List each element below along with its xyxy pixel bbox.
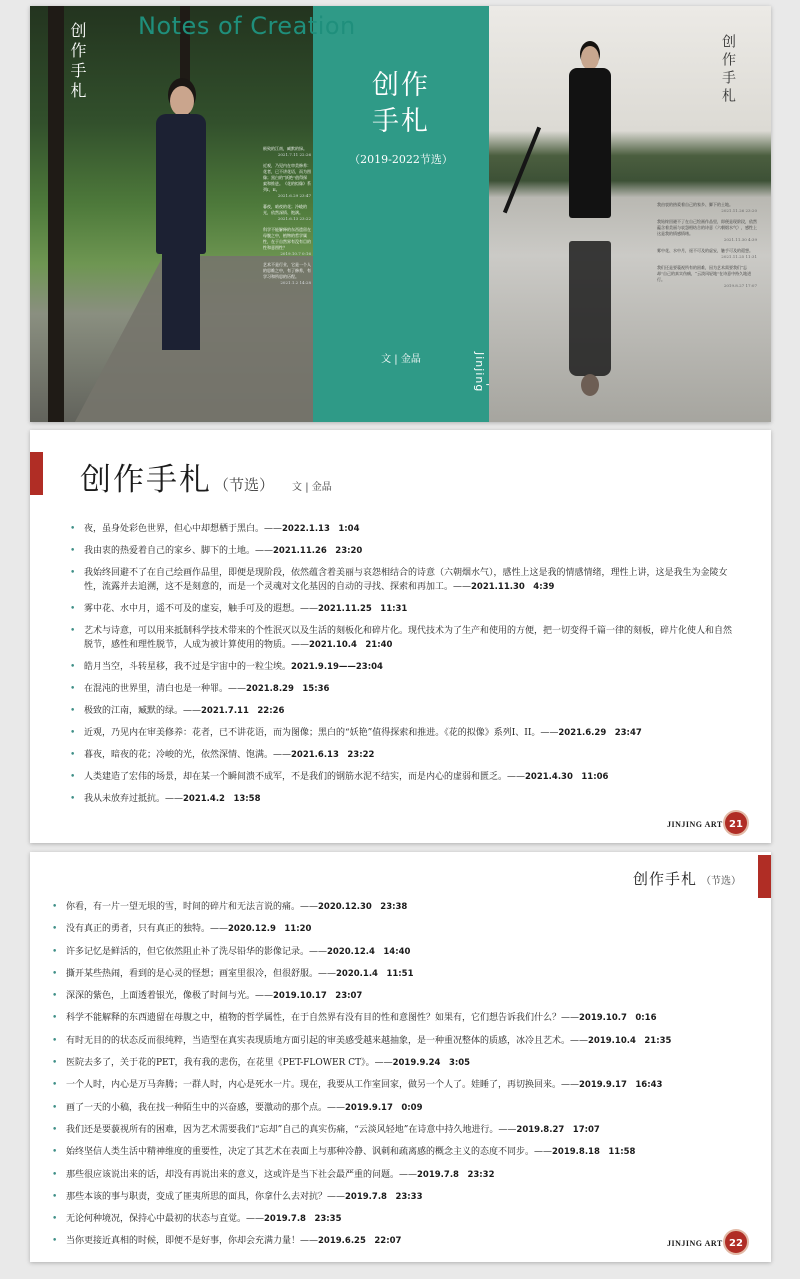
list-item [52, 989, 742, 1003]
entry-text: 在混沌的世界里，清白也是一种罪。—— [84, 684, 247, 694]
entry-date: 2019.9.17 16:43 [579, 1080, 663, 1091]
cover-title-cn-line1: 创作 [372, 70, 430, 101]
entry-list [52, 900, 742, 1257]
entry-text: 始终坚信人类生活中精神维度的重要性，决定了其艺术在表面上与那种冷静、讽刺和疏离感的概念主义的态度不同步。—— [66, 1147, 553, 1158]
list-item [52, 1056, 742, 1070]
entry-text: 科学不能解释的东西遗留在母腹之中，植物的哲学属性，在于自然界有没有目的性和意图性？如果有，它们想告诉我们什么？—— [66, 1013, 580, 1024]
cover-title-cn-line2: 手札 [372, 106, 430, 137]
portrait-reflection [569, 241, 611, 376]
entry-text: 那些很应该说出来的话，却没有再说出来的意义，这或许是当下社会最严重的问题。—— [66, 1169, 418, 1180]
entry-date: 2021.6.13 23:22 [291, 750, 375, 760]
list-item [52, 1101, 742, 1115]
list-item [52, 945, 742, 959]
entry-date: 2021.4.2 13:58 [183, 794, 261, 804]
tree-trunk [48, 6, 64, 422]
list-item [52, 922, 742, 936]
entry-date: 2021.6.29 23:47 [558, 728, 642, 738]
list-item [70, 726, 740, 740]
entry-text: 我从未放弃过抵抗。—— [84, 794, 184, 804]
entry-text: 艺术与诗意，可以用来抵制科学技术带来的个性泯灭以及生活的刻板化和碎片化。现代技术为了生产和使用的方便，把一切变得千篇一律的刻板，碎片化使人和自然脱节，感性和理性脱节，人成为被计算使用的物质。—— [84, 626, 733, 650]
list-item [70, 682, 740, 696]
entry-text: 没有真正的勇者，只有真正的独特。—— [66, 924, 229, 935]
list-item [70, 792, 740, 806]
list-item [52, 900, 742, 914]
list-item [52, 1234, 742, 1248]
cover-note-text: 我始终回避不了在自己绘画作品里，即便是现阶段，依然蕴含着美丽与哀怨相结合的诗意（六朝烟水气），感性上这是我的情感情绪。 [657, 219, 757, 236]
list-item [70, 770, 740, 784]
list-item [70, 566, 740, 594]
list-item [70, 660, 740, 674]
cover-note-text: 我由衷的热爱着自己的家乡、脚下的土地。 [657, 202, 733, 207]
entry-date: 2019.7.8 23:33 [345, 1191, 423, 1202]
entry-date: 2021.10.4 21:40 [309, 640, 393, 650]
entry-date: 2019.7.8 23:32 [417, 1169, 495, 1180]
page-header-main: 创作手札 [632, 870, 697, 888]
list-item [52, 1011, 742, 1025]
cover-title-en: Notes of Creation [138, 12, 356, 40]
list-item [52, 1212, 742, 1226]
page-number: 22 [723, 1229, 749, 1255]
entry-date: 2019.6.25 22:07 [318, 1236, 402, 1247]
list-item [70, 624, 740, 652]
entry-date: 2021.11.30 4:39 [471, 582, 555, 592]
list-item [52, 1078, 742, 1092]
entry-text: 夜，虽身处彩色世界，但心中却想栖于黑白。—— [84, 524, 283, 534]
cover-note [657, 265, 757, 289]
portrait-figure [156, 114, 206, 254]
list-item [70, 522, 740, 536]
entry-text: 有时无目的的状态反而很纯粹，当造型在真实表现质地方面引起的审美感受越来越抽象，是一种重况整体的质感，冰冷且艺术。—— [66, 1035, 589, 1046]
cover-note-text: 艺术不是行业，它是一个人的思维之中，有了修养，有学习和所思的历程。 [263, 262, 311, 279]
cover-note-date: 2021.11.30 4:39 [723, 237, 757, 242]
portrait-head-right [581, 46, 599, 70]
cover-note-date: 2019.10.7 0:16 [280, 251, 311, 256]
cover-note [263, 163, 311, 199]
entry-text: 无论何种境况，保持心中最初的状态与直觉。—— [66, 1214, 265, 1225]
cover-note-date: 2019.8.27 17:07 [723, 283, 757, 288]
entry-date: 2021.11.25 11:31 [318, 604, 408, 614]
entry-text: 暮夜，暗夜的花；冷峻的光，依然深情、饱满。—— [84, 750, 292, 760]
entry-text: 许多记忆是鲜活的，但它依然阻止补了洗尽铅华的影像记录。—— [66, 946, 328, 957]
cover-note [263, 204, 311, 222]
cover-note [657, 248, 757, 260]
entry-list [70, 522, 740, 814]
cover-note-date: 2021.6.13 23:22 [277, 216, 311, 221]
cover-note-date: 2021.11.26 23:20 [721, 208, 757, 213]
red-accent-bar [758, 855, 771, 898]
list-item [52, 1145, 742, 1159]
brand-label: JINJING ART [667, 820, 723, 829]
brand-label: JINJING ART [667, 1239, 723, 1248]
entry-text: 我们还是要藐视所有的困难，因为艺术需要我们“忘却”自己的真实伤痛，“云淡风轻地”在诗意中持久地进行。—— [66, 1124, 517, 1135]
entry-date: 2019.10.4 21:35 [588, 1035, 672, 1046]
page-author: 文 | 金晶 [292, 482, 332, 493]
entry-text: 你看，有一片一望无垠的雪，时间的碎片和无法言说的痛。—— [66, 902, 319, 912]
cover-note [263, 227, 311, 257]
entry-date: 2020.12.9 11:20 [228, 924, 312, 935]
entry-date: 2019.10.17 23:07 [273, 991, 363, 1002]
cover-vertical-title-right: 创作手札 [720, 34, 736, 106]
cover-notes-left [263, 146, 311, 291]
cover-note-text: 我们还是要藐视所有的困难，因为艺术需要我们“忘却”自己的真实伤痛，“云淡风轻地”在诗意中持久地进行。 [657, 265, 752, 282]
portrait-figure-right [569, 68, 611, 218]
cover-note-text: 科学不能解释的东西遗留在母腹之中，植物的哲学属性，在于自然界有没有目的性和意图性？ [263, 227, 311, 250]
list-item [52, 1168, 742, 1182]
cover-title-cn [313, 68, 489, 140]
entry-date: 2019.8.18 11:58 [552, 1147, 636, 1158]
list-item [70, 748, 740, 762]
portrait-legs [162, 250, 200, 350]
cover-note [657, 202, 757, 214]
page-number: 21 [723, 810, 749, 836]
entry-text: 当你更接近真相的时候，即便不是好事，你却会充满力量！—— [66, 1236, 319, 1247]
cover-note-text: 近观，乃见内在审美修养：花者，已不讲花语，而为图像；黑白的“妖艳”值得探索和推进。《花的拟像》系列I、II。 [263, 163, 311, 192]
entry-text: 画了一天的小稿，我在找一种陌生中的兴奋感，要激动的那个点。—— [66, 1102, 346, 1113]
page-title [80, 454, 332, 499]
entry-text: 我始终回避不了在自己绘画作品里，即便是现阶段，依然蕴含着美丽与哀怨相结合的诗意（六朝烟水气），感性上这是我的情感情绪，理性上讲，这是我生为金陵女性，流露并去追溯，这不是刻意的，而是一个灵魂对文化基因的自动的寻找、探索和再加工。—— [84, 568, 728, 592]
entry-date: 2020.12.4 14:40 [327, 946, 411, 957]
page-22 [30, 852, 771, 1262]
red-accent-bar [30, 452, 43, 495]
list-item [52, 1123, 742, 1137]
list-item [70, 544, 740, 558]
entry-date: 2021.11.26 23:20 [273, 546, 363, 556]
cover-vertical-title-left: 创作手札 [68, 22, 87, 102]
cover-note [657, 219, 757, 243]
page-title-sub: （节选） [214, 476, 275, 494]
list-item [70, 704, 740, 718]
entry-text: 人类建造了宏伟的场景，却在某一个瞬间溃不成军，不是我们的钢筋水泥不结实，而是内心的虚弱和匮乏。—— [84, 772, 526, 782]
list-item [70, 602, 740, 616]
page-header-sub: （节选） [701, 876, 741, 887]
entry-date: 2020.12.30 23:38 [318, 902, 408, 912]
entry-text: 医院去多了，关于花的PET，我有我的悲伤，在花里《PET-FLOWER CT》。—— [66, 1058, 393, 1069]
cover-note [263, 262, 311, 286]
entry-text: 我由衷的热爱着自己的家乡、脚下的土地。—— [84, 546, 274, 556]
cover-note-date: 2021.11.25 11:31 [721, 254, 757, 259]
entry-date: 2020.1.4 11:51 [336, 968, 414, 979]
entry-text: 深深的紫色，上面透着银光，像极了时间与光。—— [66, 991, 274, 1002]
page-title-main: 创作手札 [80, 462, 212, 498]
cover-note-text: 雾中花、水中月，遥不可及的虚妄，触手可及的遐想。 [657, 248, 753, 253]
page-21 [30, 430, 771, 843]
list-item [52, 1034, 742, 1048]
cover-text-credit: Jinjing [473, 352, 486, 393]
entry-date: 2022.1.13 1:04 [282, 524, 360, 534]
cover-notes-right [657, 202, 757, 294]
entry-text: 皓月当空，斗转星移，我不过是宇宙中的一粒尘埃。 [84, 662, 292, 672]
entry-date: 2021.7.11 22:26 [201, 706, 285, 716]
cover-title-panel [313, 6, 489, 422]
entry-text: 近观，乃见内在审美修养：花者，已不讲花语，而为图像；黑白的“妖艳”值得探索和推进。《花的拟像》系列I、II。—— [84, 728, 559, 738]
portrait-head [170, 86, 194, 116]
cover-note-text: 极致的江南，臧默的绿。 [263, 146, 307, 151]
entry-text: 雾中花、水中月，遥不可及的虚妄，触手可及的遐想。—— [84, 604, 319, 614]
cover-note-text: 暮夜，暗夜的花；冷峻的光，依然深情、饱满。 [263, 204, 307, 215]
entry-date: 2021.8.29 15:36 [246, 684, 330, 694]
cover-note-date: 2021.6.29 23:47 [277, 193, 311, 198]
cover-note-date: 2021.1.2 14:28 [280, 280, 311, 285]
list-item [52, 1190, 742, 1204]
entry-date: 2019.9.24 3:05 [392, 1058, 471, 1069]
page-header [633, 868, 741, 889]
entry-date: 2021.4.30 11:06 [525, 772, 609, 782]
entry-text: 撕开某些热闹，看到的是心灵的怪想；画室里很冷，但很舒服。—— [66, 968, 337, 979]
cover-author: 文 | 金晶 [381, 354, 421, 365]
entry-date: 2019.9.17 0:09 [345, 1102, 423, 1113]
entry-text: 那些本该的事与职责，变成了匪夷所思的面具，你拿什么去对抗？—— [66, 1191, 346, 1202]
cover-note-date: 2021.7.11 22:26 [277, 152, 311, 157]
entry-date: 2019.8.27 17:07 [516, 1124, 600, 1135]
cover-note [263, 146, 311, 158]
cover-subtitle: （2019-2022节选） [349, 153, 453, 166]
entry-date: 2019.10.7 0:16 [579, 1013, 657, 1024]
entry-text: 一个人时，内心是万马奔腾；一群人时，内心是死水一片。现在，我要从工作室回家，做另一个人了。娃睡了，再切换回来。—— [66, 1080, 580, 1091]
entry-text: 极致的江南，臧默的绿。—— [84, 706, 202, 716]
cover-spread [30, 6, 771, 422]
list-item [52, 967, 742, 981]
entry-date: 2019.7.8 23:35 [264, 1214, 342, 1225]
portrait-reflection-head [581, 374, 599, 396]
entry-date: 2021.9.19——23:04 [291, 662, 383, 672]
